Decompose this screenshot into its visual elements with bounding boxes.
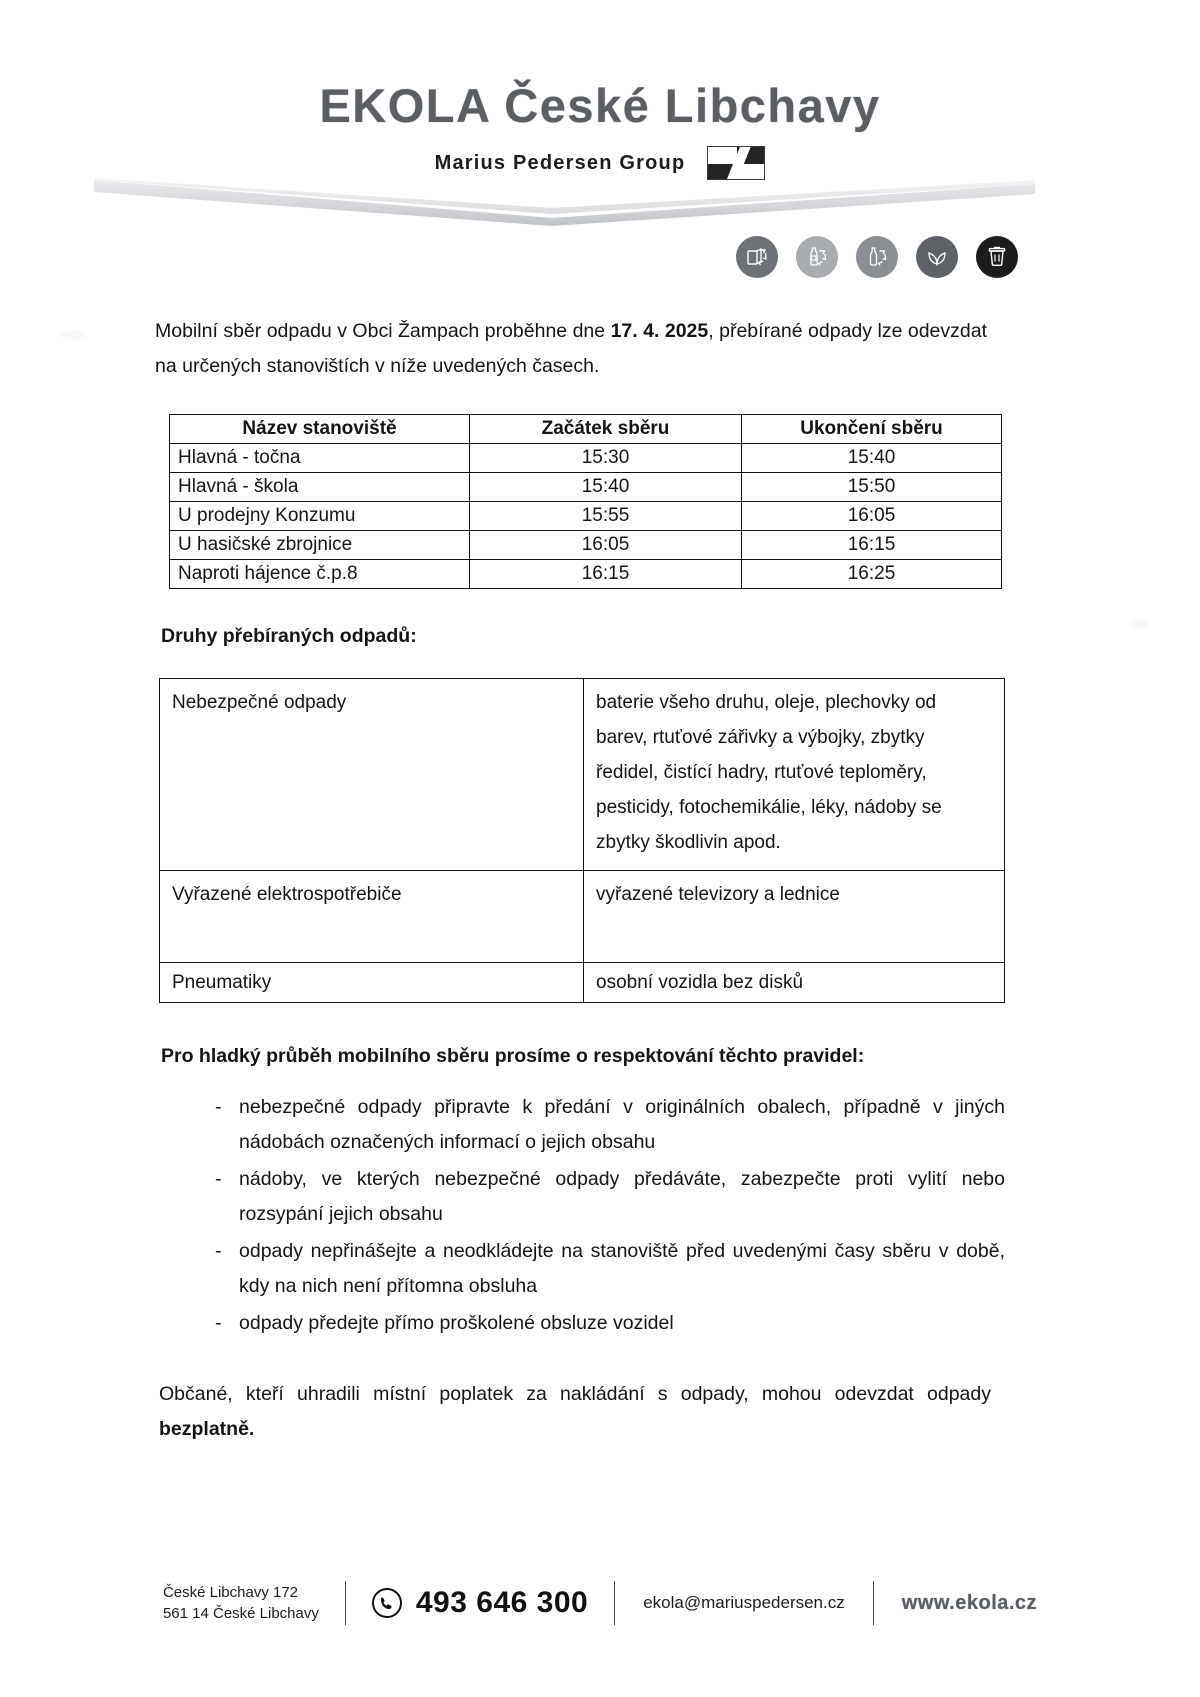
station-name: U prodejny Konzumu (170, 502, 470, 531)
swoosh-decoration (92, 178, 1037, 226)
intro-text-part1: Mobilní sběr odpadu v Obci Žampach proběhne dne (155, 320, 611, 342)
column-header-station: Název stanoviště (170, 415, 470, 444)
document-header (0, 0, 1200, 300)
footer-website[interactable]: www.ekola.cz (901, 1591, 1038, 1614)
bullet-dash: - (215, 1312, 222, 1334)
eco-icon-strip (736, 236, 1018, 278)
column-header-end: Ukončení sběru (742, 415, 1002, 444)
intro-text-part2: , přebírané odpady lze odevzdat na určených stanovištích v níže uvedených časech. (155, 320, 988, 377)
table-row (170, 531, 1002, 560)
end-time: 16:15 (742, 531, 1002, 560)
footer-address (163, 1582, 345, 1624)
waste-type-name: Vyřazené elektrospotřebiče (160, 871, 584, 963)
closing-emphasis: bezplatně. (159, 1418, 255, 1440)
glass-recycling-icon (856, 236, 898, 278)
column-header-start: Začátek sběru (470, 415, 742, 444)
start-time: 16:05 (470, 531, 742, 560)
trash-bin-icon (976, 236, 1018, 278)
table-row (160, 963, 1005, 1003)
bio-leaf-icon (916, 236, 958, 278)
rule-text: odpady předejte přímo proškolené obsluze vozidel (239, 1312, 674, 1334)
closing-paragraph (159, 1377, 991, 1447)
marius-pedersen-logo-icon (707, 146, 765, 180)
list-item (187, 1306, 1005, 1341)
station-name: Hlavná - škola (170, 473, 470, 502)
table-row (170, 560, 1002, 589)
address-line-1: České Libchavy 172 (162, 1584, 299, 1601)
station-name: U hasičské zbrojnice (170, 531, 470, 560)
intro-paragraph (155, 314, 987, 384)
waste-type-name: Nebezpečné odpady (160, 679, 584, 871)
table-row (170, 473, 1002, 502)
end-time: 16:25 (742, 560, 1002, 589)
waste-type-description: baterie všeho druhu, oleje, plechovky od barev, rtuťové zářivky a výbojky, zbytky ředidel, čistící hadry, rtuťové teploměry, pesticidy, fotochemikálie, léky, nádoby se zbytky škodlivin apod. (584, 679, 1005, 871)
bullet-dash: - (215, 1168, 222, 1190)
end-time: 15:50 (742, 473, 1002, 502)
list-item (187, 1090, 1005, 1160)
list-item (187, 1234, 1005, 1304)
start-time: 15:40 (470, 473, 742, 502)
table-row (170, 502, 1002, 531)
footer-email[interactable]: ekola@mariuspedersen.cz (643, 1593, 845, 1612)
table-row (160, 871, 1005, 963)
footer-phone-number[interactable]: 493 646 300 (415, 1586, 589, 1619)
schedule-table (169, 414, 1002, 589)
closing-text: Občané, kteří uhradili místní poplatek za nakládání s odpady, mohou odevzdat odpady (159, 1383, 991, 1405)
rule-text: nádoby, ve kterých nebezpečné odpady předáváte, zabezpečte proti vylití nebo rozsypání jejich obsahu (239, 1168, 1005, 1225)
table-row (170, 444, 1002, 473)
plastic-recycling-icon (796, 236, 838, 278)
phone-icon (372, 1588, 402, 1618)
station-name: Naproti hájence č.p.8 (170, 560, 470, 589)
waste-types-table (159, 678, 1005, 1003)
list-item (187, 1162, 1005, 1232)
footer-phone-block (346, 1586, 614, 1620)
address-line-2: 561 14 České Libchavy (162, 1605, 319, 1622)
end-time: 16:05 (742, 502, 1002, 531)
waste-type-name: Pneumatiky (160, 963, 584, 1003)
waste-types-heading: Druhy přebíraných odpadů: (161, 625, 417, 647)
group-subtitle: Marius Pedersen Group (434, 151, 686, 174)
rules-heading: Pro hladký průběh mobilního sběru prosíme o respektování těchto pravidel: (161, 1045, 865, 1067)
rule-text: nebezpečné odpady připravte k předání v originálních obalech, případně v jiných nádobách označených informací o jejich obsahu (239, 1096, 1005, 1153)
start-time: 15:30 (470, 444, 742, 473)
bullet-dash: - (215, 1096, 222, 1118)
bullet-dash: - (215, 1240, 222, 1262)
waste-type-description: osobní vozidla bez disků (584, 963, 1005, 1003)
rules-list (187, 1090, 1005, 1341)
end-time: 15:40 (742, 444, 1002, 473)
start-time: 15:55 (470, 502, 742, 531)
table-header-row (170, 415, 1002, 444)
company-title: EKOLA České Libchavy (319, 79, 881, 132)
rule-text: odpady nepřinášejte a neodkládejte na stanoviště před uvedenými časy sběru v době, kdy na nich není přítomna obsluha (239, 1240, 1005, 1297)
station-name: Hlavná - točna (170, 444, 470, 473)
table-row (160, 679, 1005, 871)
collection-date: 17. 4. 2025 (610, 320, 709, 342)
paper-recycling-icon (736, 236, 778, 278)
waste-type-description: vyřazené televizory a lednice (584, 871, 1005, 963)
document-footer (0, 1581, 1200, 1625)
start-time: 16:15 (470, 560, 742, 589)
